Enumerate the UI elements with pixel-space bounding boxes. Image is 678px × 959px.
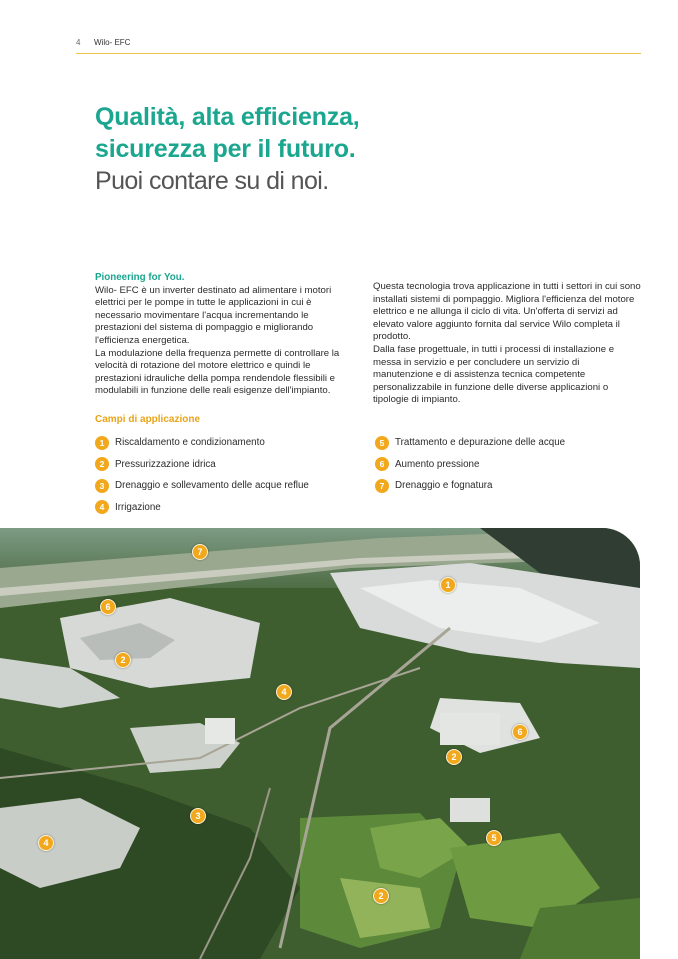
left-paragraph-2: La modulazione della frequenza permette di controllare la velocità di rotazione del motore elettrico e quindi le prestazioni idrauliche della pompa rendendole flessibili e modulabili in funzione delle reali esigenze dell'impianto. xyxy=(95,347,340,397)
application-item xyxy=(375,475,565,497)
brand-name: Wilo- EFC xyxy=(94,38,131,47)
right-paragraph-2: Dalla fase progettuale, in tutti i processi di installazione e messa in servizio e per concludere un servizio di manutenzione e di assistenza tecnica competente personalizzabile in funzione delle diverse applicazioni o tipologie di impianto. xyxy=(373,343,615,406)
applications-list-right xyxy=(375,432,565,497)
applications-heading: Campi di applicazione xyxy=(95,414,201,425)
title-line-2: sicurezza per il futuro. xyxy=(95,135,356,163)
map-marker: 1 xyxy=(440,577,456,593)
application-item xyxy=(95,497,309,519)
number-badge: 7 xyxy=(375,479,389,493)
page-header xyxy=(76,38,641,54)
map-marker: 6 xyxy=(100,599,116,615)
page-number: 4 xyxy=(76,38,81,47)
application-label: Trattamento e depurazione delle acque xyxy=(395,437,566,449)
aerial-city-illustration xyxy=(0,528,640,959)
application-item xyxy=(95,454,309,476)
right-paragraph-1: Questa tecnologia trova applicazione in tutti i settori in cui sono installati sistemi di pompaggio. Migliora l'efficienza del motore elettrico e ne allunga il ciclo di vita. Un'offerta di servizi ad elevato valore aggiunto fornita dal service Wilo completa il prodotto. xyxy=(373,281,641,343)
application-item xyxy=(95,475,309,497)
application-label: Drenaggio e fognatura xyxy=(395,480,493,492)
application-label: Aumento pressione xyxy=(395,458,480,470)
application-item xyxy=(95,432,309,454)
map-marker: 4 xyxy=(276,684,292,700)
application-item xyxy=(375,432,565,454)
page-title xyxy=(95,101,515,197)
map-marker: 4 xyxy=(38,835,54,851)
number-badge: 2 xyxy=(95,457,109,471)
number-badge: 4 xyxy=(95,500,109,514)
application-label: Drenaggio e sollevamento delle acque reflue xyxy=(115,480,309,492)
title-line-3: Puoi contare su di noi. xyxy=(95,167,329,195)
applications-list-left xyxy=(95,432,309,518)
left-text-column xyxy=(95,272,357,398)
title-line-1: Qualità, alta efficienza, xyxy=(95,103,360,131)
number-badge: 5 xyxy=(375,436,389,450)
map-marker: 2 xyxy=(446,749,462,765)
number-badge: 3 xyxy=(95,479,109,493)
application-label: Pressurizzazione idrica xyxy=(115,458,216,470)
application-label: Irrigazione xyxy=(115,501,161,513)
application-item xyxy=(375,454,565,476)
application-label: Riscaldamento e condizionamento xyxy=(115,437,265,449)
right-text-column xyxy=(373,281,641,407)
map-marker: 3 xyxy=(190,808,206,824)
number-badge: 1 xyxy=(95,436,109,450)
aerial-landscape xyxy=(0,528,640,959)
map-marker: 2 xyxy=(373,888,389,904)
map-marker: 5 xyxy=(486,830,502,846)
section-subheading: Pioneering for You. xyxy=(95,272,185,283)
map-marker: 2 xyxy=(115,652,131,668)
left-paragraph-1: Wilo- EFC è un inverter destinato ad alimentare i motori elettrici per le pompe in tutte le applicazioni in cui è necessario movimentare l'acqua incrementando le prestazioni del sistema di pompaggio e migliorando l'efficienza energetica. xyxy=(95,284,332,346)
map-marker: 7 xyxy=(192,544,208,560)
number-badge: 6 xyxy=(375,457,389,471)
map-marker: 6 xyxy=(512,724,528,740)
